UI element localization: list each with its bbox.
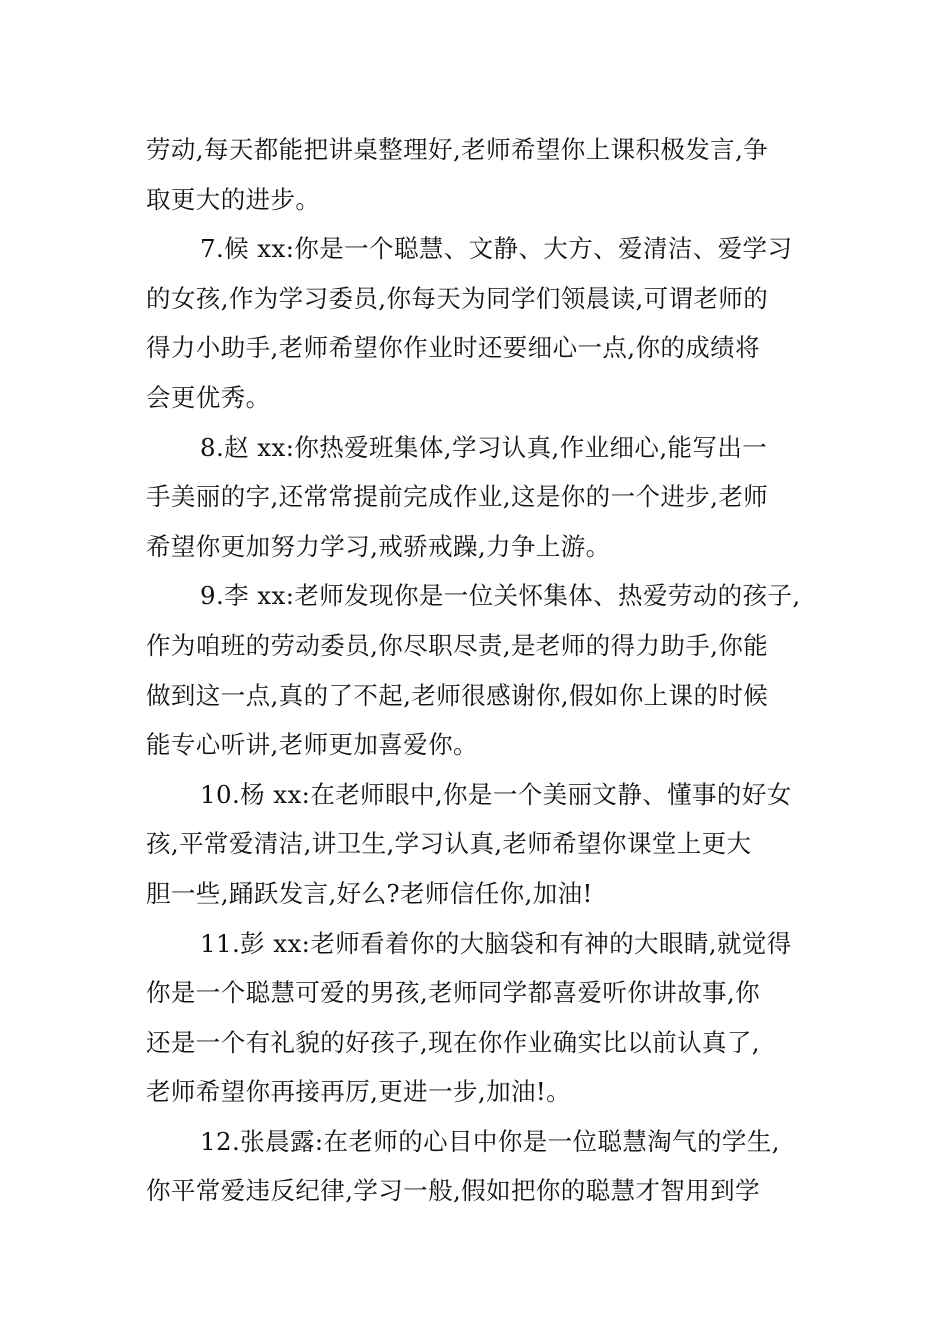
text-line: 取更大的进步。 [146, 184, 321, 214]
text-line: 你平常爱违反纪律,学习一般,假如把你的聪慧才智用到学 [146, 1176, 760, 1206]
text-line: 做到这一点,真的了不起,老师很感谢你,假如你上课的时候 [146, 680, 769, 710]
document-body-text [146, 125, 814, 1216]
paragraph-first-line: 7.候 xx:你是一个聪慧、文静、大方、爱清洁、爱学习 [200, 234, 793, 264]
text-line: 得力小助手,老师希望你作业时还要细心一点,你的成绩将 [146, 333, 760, 363]
paragraph-first-line: 9.李 xx:老师发现你是一位关怀集体、热爱劳动的孩子, [200, 581, 801, 611]
text-line: 老师希望你再接再厉,更进一步,加油!。 [146, 1077, 572, 1107]
text-line: 还是一个有礼貌的好孩子,现在你作业确实比以前认真了, [146, 1027, 760, 1057]
text-line: 劳动,每天都能把讲桌整理好,老师希望你上课积极发言,争 [146, 135, 769, 164]
paragraph-first-line: 12.张晨露:在老师的心目中你是一位聪慧淘气的学生, [200, 1126, 780, 1156]
text-line: 作为咱班的劳动委员,你尽职尽责,是老师的得力助手,你能 [146, 630, 769, 660]
text-line: 希望你更加努力学习,戒骄戒躁,力争上游。 [146, 531, 611, 561]
text-line: 的女孩,作为学习委员,你每天为同学们领晨读,可谓老师的 [146, 283, 769, 313]
text-line: 胆一些,踊跃发言,好么?老师信任你,加油! [146, 878, 593, 908]
text-line: 会更优秀。 [146, 382, 271, 412]
text-line: 孩,平常爱清洁,讲卫生,学习认真,老师希望你课堂上更大 [146, 829, 752, 859]
paragraph-first-line: 10.杨 xx:在老师眼中,你是一个美丽文静、懂事的好女 [200, 779, 792, 809]
text-line: 你是一个聪慧可爱的男孩,老师同学都喜爱听你讲故事,你 [146, 978, 760, 1008]
paragraph-first-line: 11.彭 xx:老师看着你的大脑袋和有神的大眼睛,就觉得 [200, 928, 792, 958]
text-line: 手美丽的字,还常常提前完成作业,这是你的一个进步,老师 [146, 482, 769, 512]
paragraph-first-line: 8.赵 xx:你热爱班集体,学习认真,作业细心,能写出一 [200, 432, 768, 462]
text-line: 能专心听讲,老师更加喜爱你。 [146, 730, 478, 760]
